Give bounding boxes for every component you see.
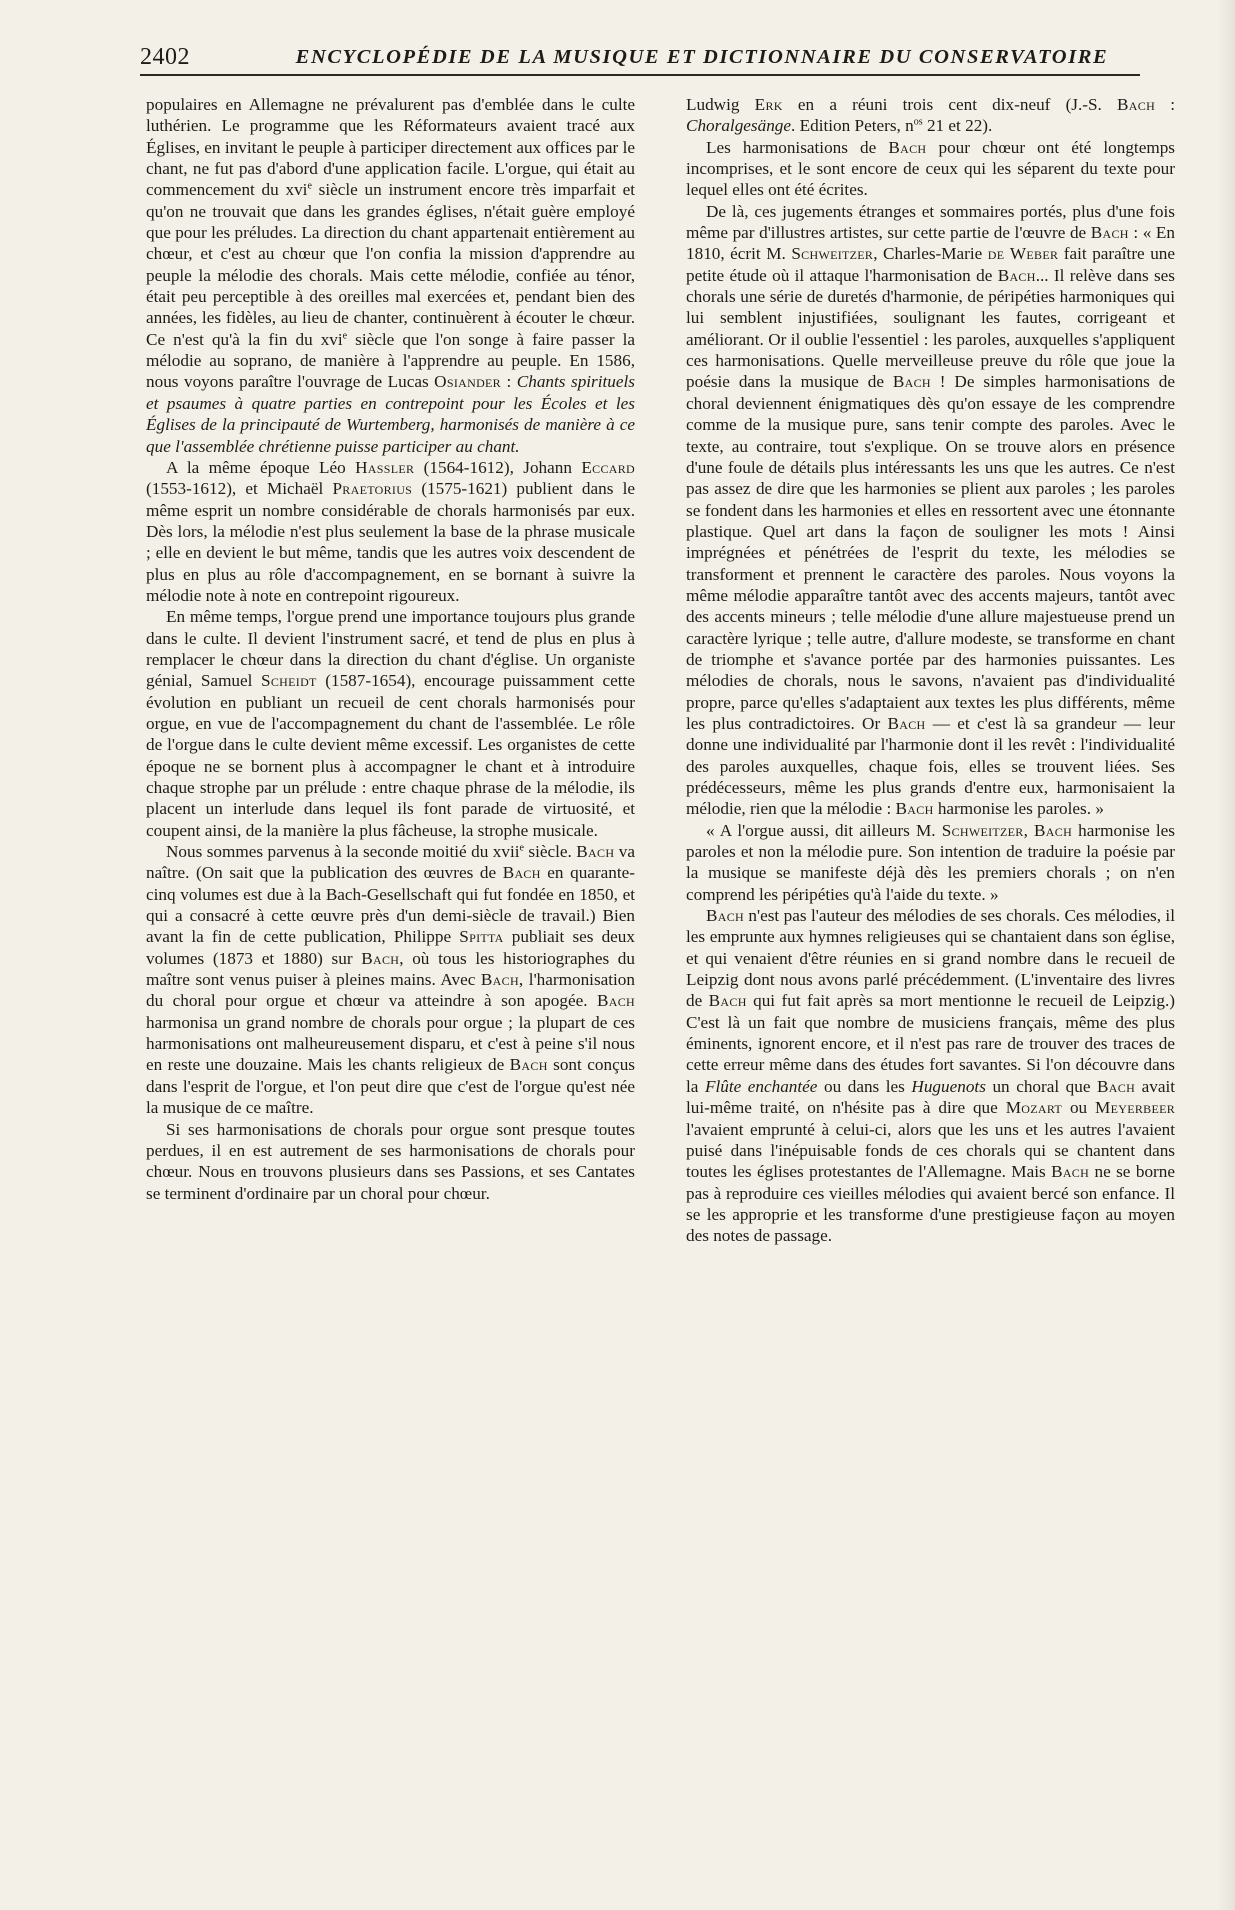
paragraph: De là, ces jugements étranges et sommaires portés, plus d'une fois même par d'illustres artistes, sur cette partie de l'œuvre de Bach : « En 1810, écrit M. Schweitzer, Charles-Marie de Weber fait paraître une petite étude où il attaque l'harmonisation de Bach... Il relève dans ses chorals une série de duretés d'harmonie, de péripéties harmoniques qui lui semblent injustifiées, soulignant les fautes, corrigeant et améliorant. Or il oublie l'essentiel : les paroles, auxquelles s'appliquent ces harmonisations. Quelle merveilleuse preuve du rôle que joue la poésie dans la musique de Bach ! De simples harmonisations de choral deviennent énigmatiques dès qu'on essaye de les comprendre comme de la musique pure, sans tenir compte des paroles. Avec le texte, au contraire, tout s'explique. On se trouve alors en présence d'une foule de détails plus intéressants les uns que les autres. Ce n'est pas assez de dire que les harmonies se plient aux paroles ; les paroles se fondent dans les harmonies et elles en ressortent avec une étonnante plastique. Quel art dans la façon de souligner les mots ! Ainsi imprégnées et pénétrées de l'esprit du texte, les mélodies se transforment et prennent le caractère des paroles. Nous voyons la même mélodie apparaître tantôt avec des accents majeurs, tantôt avec des accents mineurs ; telle mélodie d'une allure majestueuse prend un caractère lyrique ; telle autre, d'allure modeste, se transforme en chant de triomphe et s'avance portée par des harmonies puissantes. Les mélodies de chorals, nous le savons, n'avaient pas d'individualité propre, parce qu'elles s'adaptaient aux textes les plus différents, même les plus contradictoires. Or Bach — et c'est là sa grandeur — leur donne une individualité par l'harmonie dont il les revêt : l'individualité des paroles auxquelles, chaque fois, elles se trouvent liées. Ses prédécesseurs, même les plus grands d'entre eux, harmonisaient la mélodie, rien que la mélodie : Bach harmonise les paroles. »	[686, 201, 1176, 819]
running-head	[140, 40, 1140, 76]
paragraph: Les harmonisations de Bach pour chœur ont été longtemps incomprises, et le sont encore de ceux qui les séparent du texte pour lequel elles ont été écrites.	[686, 137, 1175, 200]
paragraph: A la même époque Léo Hassler (1564-1612), Johann Eccard (1553-1612), et Michaël Praetorius (1575-1621) publient dans le même esprit un nombre considérable de chorals harmonisés par eux. Dès lors, la mélodie n'est plus seulement la base de la phrase musicale ; elle en devient le but même, tandis que les autres voix descendent de plus en plus au rôle d'accompagnement, en se bornant à suivre la mélodie note à note en contrepoint rigoureux.	[146, 457, 635, 605]
paragraph: Bach n'est pas l'auteur des mélodies de ses chorals. Ces mélodies, il les emprunte aux hymnes religieuses qui se chantaient dans son église, et qui venaient d'être réunies en si grand nombre dans le recueil de Leipzig dont nous avons parlé précédemment. (L'inventaire des livres de Bach qui fut fait après sa mort mentionne le recueil de Leipzig.) C'est là un fait que nombre de musiciens français, même des plus éminents, ignorent encore, et il n'est pas rare de trouver des traces de cette erreur même dans des études fort savantes. Si l'on découvre dans la Flûte enchantée ou dans les Huguenots un choral que Bach avait lui-même traité, on n'hésite pas à dire que Mozart ou Meyerbeer l'avaient emprunté à celui-ci, alors que les uns et les autres l'avaient puisé dans l'inépuisable fonds de ces chorals qui se chantent dans toutes les églises protestantes de l'Allemagne. Mais Bach ne se borne pas à reproduire ces vieilles mélodies qui avaient bercé son enfance. Il se les approprie et les transforme d'une prestigieuse façon au moyen des notes de passage.	[686, 906, 1176, 1246]
paragraph: Ludwig Erk en a réuni trois cent dix-neuf (J.-S. Bach : Choralgesänge. Edition Peters, $n^{os}$ 21 et 22).	[686, 95, 1176, 136]
paragraph: « A l'orgue aussi, dit ailleurs M. Schweitzer, Bach harmonise les paroles et non la mélodie pure. Son intention de traduire la poésie par la musique se manifeste déjà dès les premiers chorals ; on n'en comprend les péripéties qu'à l'aide du texte. »	[686, 820, 1175, 904]
page-header-title: ENCYCLOPÉDIE DE LA MUSIQUE ET DICTIONNAIRE DU CONSERVATOIRE	[295, 46, 1109, 68]
person-name: Osiander	[434, 372, 501, 392]
paragraph: Si ses harmonisations de chorals pour orgue sont presque toutes perdues, il en est autrement de ses harmonisations de chorals pour chœur. Nous en trouvons plusieurs dans ses Passions, et ses Cantates se terminent d'ordinaire par un choral pour chœur.	[146, 1119, 635, 1203]
paragraph: En même temps, l'orgue prend une importance toujours plus grande dans le culte. Il devient l'instrument sacré, et tend de plus en plus à remplacer le chœur dans la direction du chant d'église. Un organiste génial, Samuel Scheidt (1587-1654), encourage puissamment cette évolution en publiant un recueil de cent chorals harmonisés pour orgue, en vue de l'accompagnement du chant de l'assemblée. Le rôle de l'orgue dans le culte devient même excessif. Les organistes de cette époque ne se bornent plus à accompagner le chant et à introduire chaque strophe par un prélude : entre chaque phrase de la mélodie, ils placent un interlude dans lequel ils font parade de virtuosité, et coupent ainsi, de la manière la plus fâcheuse, la strophe musicale.	[146, 607, 635, 840]
work-title: Chants spirituels et psaumes à quatre parties en contrepoint pour les Écoles et les Églises de la principauté de Wurtemberg, harmonisés de manière à ce que l'assemblée chrétienne puisse participer au chant.	[146, 372, 635, 456]
paragraph: Nous sommes parvenus à la seconde moitié du xvii$^e$ siècle. Bach va naître. (On sait que la publication des œuvres de Bach en quarante-cinq volumes est due à la Bach-Gesellschaft qui fut fondée en 1850, et qui a consacré à cette œuvre près d'un demi-siècle de travail.) Bien avant la fin de cette publication, Philippe Spitta publiait ses deux volumes (1873 et 1880) sur Bach, où tous les historiographes du maître sont venus puiser à pleines mains. Avec Bach, l'harmonisation du choral pour orgue et chœur va atteindre à son apogée. Bach harmonisa un grand nombre de chorals pour orgue ; la plupart de ces harmonisations ont malheureusement disparu, et c'est à peine s'il nous en reste une douzaine. Mais les chants religieux de Bach sont conçus dans l'esprit de l'orgue, et l'on peut dire que c'est de l'orgue qu'est née la musique de ce maître.	[146, 842, 635, 1118]
left-column	[146, 94, 635, 1204]
right-column	[686, 94, 1175, 1247]
page-number: 2402	[140, 44, 190, 70]
paragraph: populaires en Allemagne ne prévalurent pas d'emblée dans le culte luthérien. Le programme que les Réformateurs avaient tracé aux Églises, en invitant le peuple à participer directement aux offices par le chant, ne fut pas d'abord d'une application facile. L'orgue, qui était au commencement du xvi$^e$ siècle un instrument encore très imparfait et qu'on ne trouvait que dans les grandes églises, n'était guère employé que pour les préludes. La direction du chant appartenait entièrement au chœur, et c'est au chœur que l'on confia la mission d'apprendre au peuple la mélodie des chorals. Mais cette mélodie, confiée au ténor, était peu perceptible à des oreilles mal exercées et, pendant bien des années, les fidèles, au lieu de chanter, continuèrent à écouter le chœur. Ce n'est qu'à la fin du xvi$^e$ siècle que l'on songe à faire passer la mélodie au soprano, de manière à l'apprendre au peuple. En 1586, nous voyons paraître l'ouvrage de Lucas Osiander : Chants spirituels et psaumes à quatre parties en contrepoint pour les Écoles et les Églises de la principauté de Wurtemberg, harmonisés de manière à ce que l'assemblée chrétienne puisse participer au chant.	[146, 95, 635, 456]
page-edge-shadow	[1217, 0, 1235, 1910]
